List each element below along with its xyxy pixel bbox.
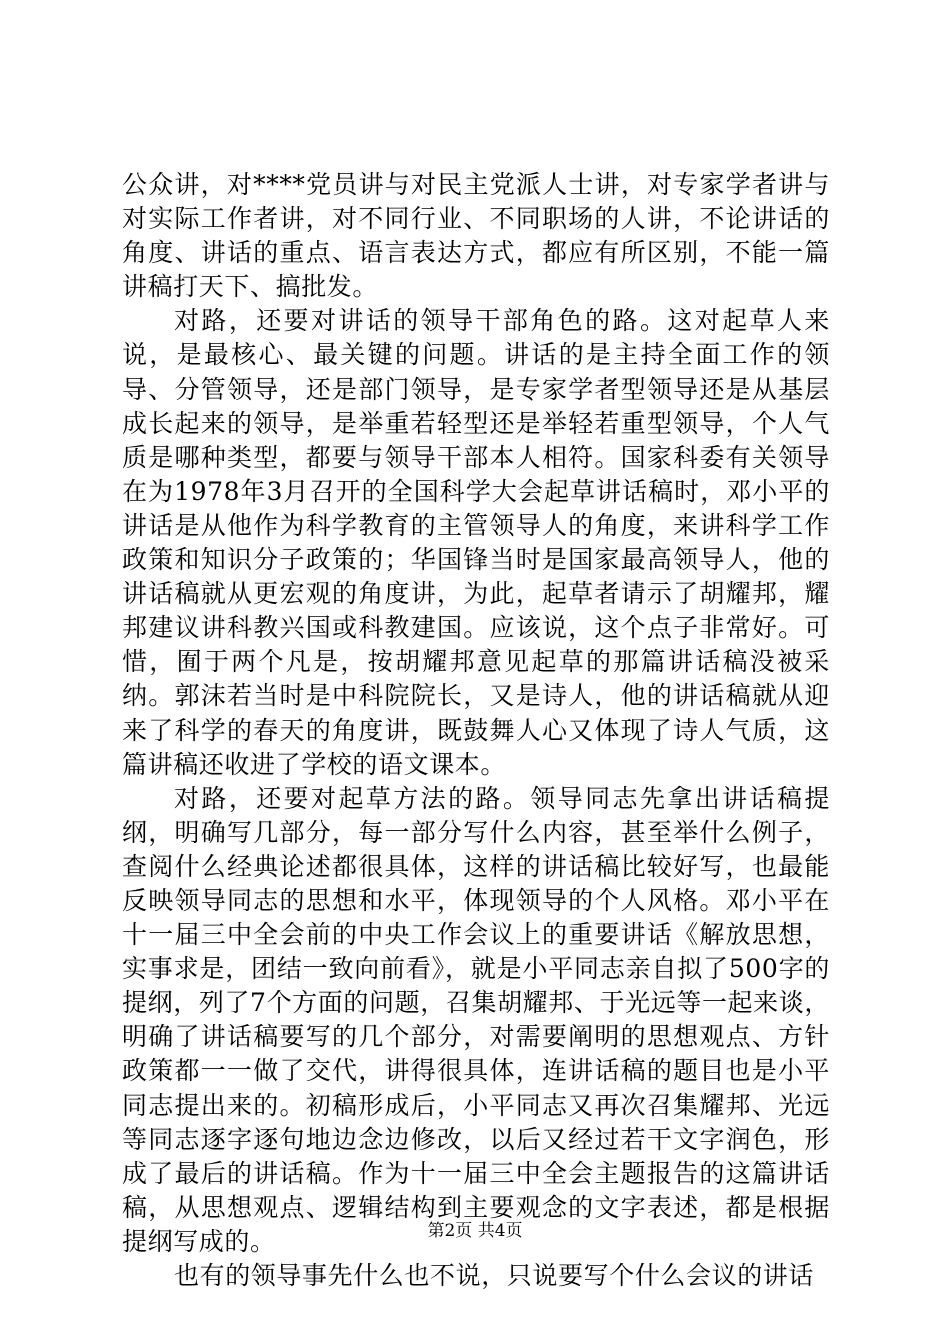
page-number-footer: 第2页 共4页	[427, 1221, 523, 1241]
paragraph-4: 也有的领导事先什么也不说，只说要写个什么会议的讲话	[174, 1261, 815, 1290]
paragraph-2: 对路，还要对讲话的领导干部角色的路。这对起草人来说，是最核心、最关键的问题。讲话的是主持全面工作的领导、分管领导，还是部门领导，是专家学者型领导还是从基层成长起来的领导，是举重若轻型还是举轻若重型领导，个人气质是哪种类型，都要与领导干部本人相符。国家科委有关领导在为1978年3月召开的全国科学大会起草讲话稿时，邓小平的讲话是从他作为科学教育的主管领导人的角度，来讲科学工作政策和知识分子政策的；华国锋当时是国家最高领导人，他的讲话稿就从更宏观的角度讲，为此，起草者请示了胡耀邦，耀邦建议讲科教兴国或科教建国。应该说，这个点子非常好。可惜，囿于两个凡是，按胡耀邦意见起草的那篇讲话稿没被采纳。郭沫若当时是中科院院长，又是诗人，他的讲话稿就从迎来了科学的春天的角度讲，既鼓舞人心又体现了诗人气质，这篇讲稿还收进了学校的语文课本。	[122, 306, 830, 779]
document-body	[122, 168, 830, 1293]
paragraph-1: 公众讲，对****党员讲与对民主党派人士讲，对专家学者讲与对实际工作者讲，对不同行业、不同职场的人讲，不论讲话的角度、讲话的重点、语言表达方式，都应有所区别，不能一篇讲稿打天下、搞批发。	[122, 170, 830, 302]
paragraph-3: 对路，还要对起草方法的路。领导同志先拿出讲话稿提纲，明确写几部分，每一部分写什么内容，甚至举什么例子，查阅什么经典论述都很具体，这样的讲话稿比较好写，也最能反映领导同志的思想和水平，体现领导的个人风格。邓小平在十一届三中全会前的中央工作会议上的重要讲话《解放思想，实事求是，团结一致向前看》，就是小平同志亲自拟了500字的提纲，列了7个方面的问题，召集胡耀邦、于光远等一起来谈，明确了讲话稿要写的几个部分，对需要阐明的思想观点、方针政策都一一做了交代，讲得很具体，连讲话稿的题目也是小平同志提出来的。初稿形成后，小平同志又再次召集耀邦、光远等同志逐字逐句地边念边修改，以后又经过若干文字润色，形成了最后的讲话稿。作为十一届三中全会主题报告的这篇讲话稿，从思想观点、逻辑结构到主要观念的文字表述，都是根据提纲写成的。	[122, 783, 830, 1256]
